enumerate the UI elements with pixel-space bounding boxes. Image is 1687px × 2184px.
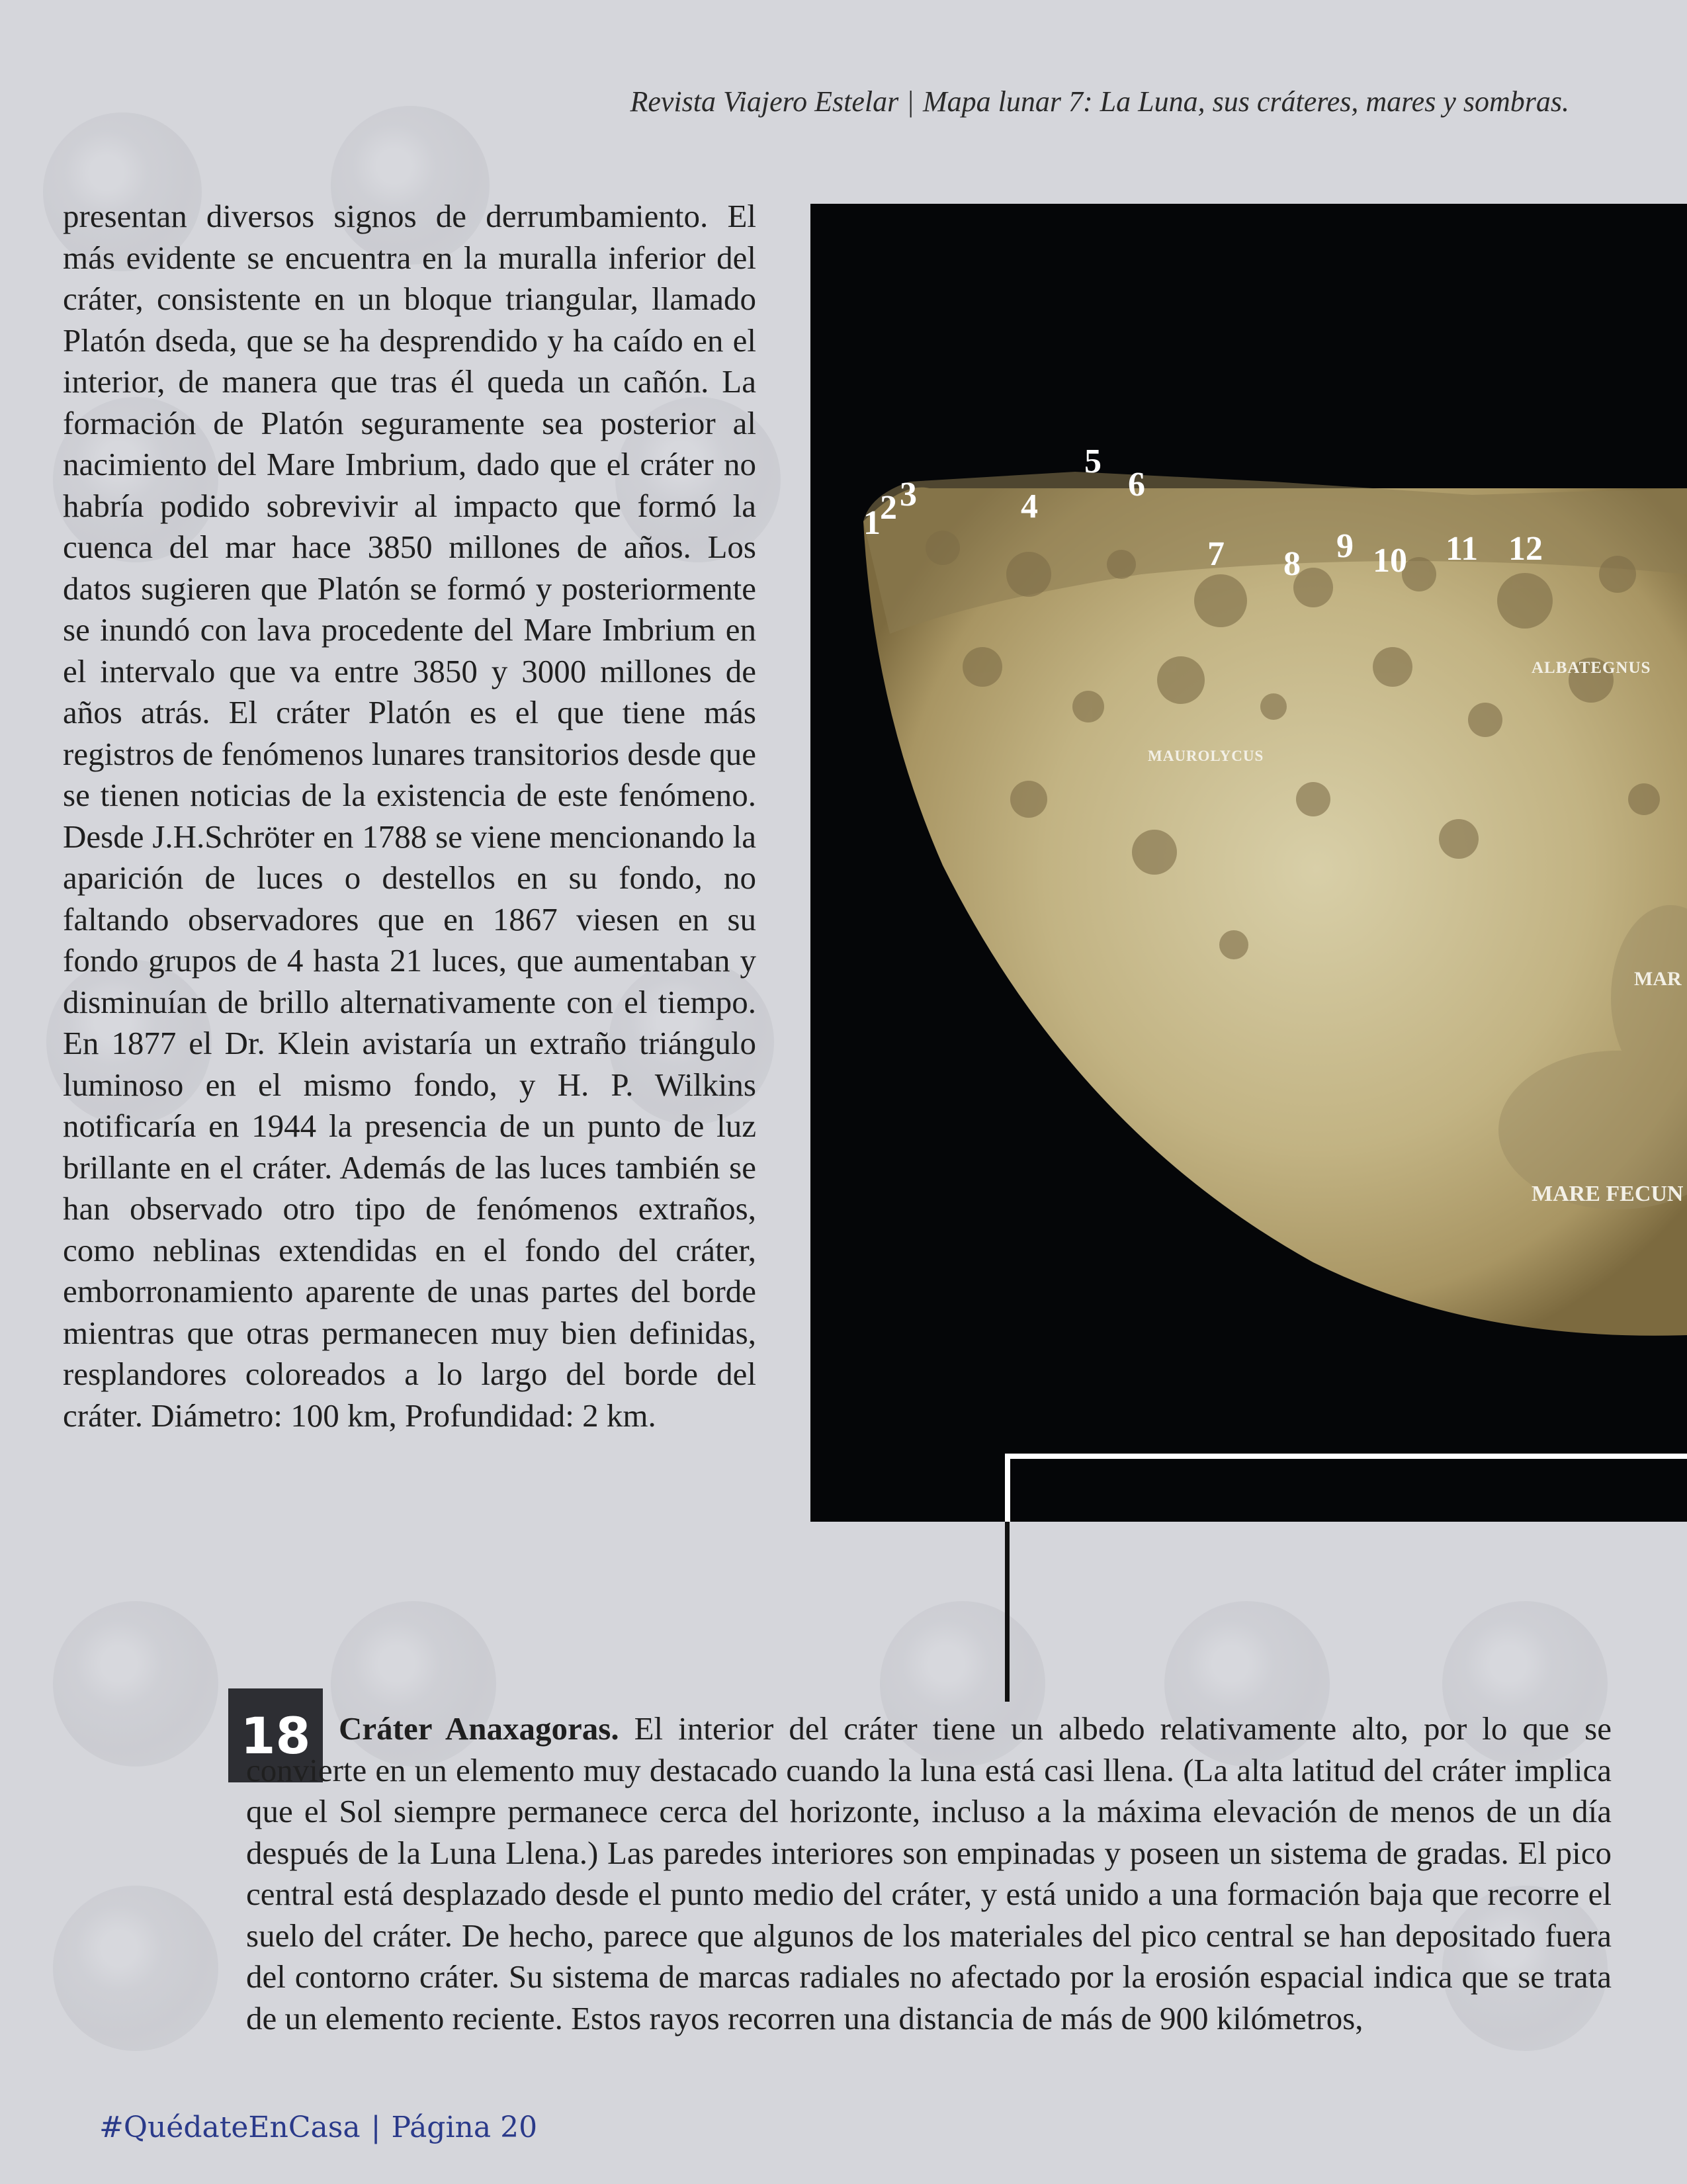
footer-hashtag: #QuédateEnCasa	[99, 2111, 361, 2144]
magazine-name: Revista Viajero Estelar	[630, 85, 899, 118]
crater-number: 6	[1128, 466, 1145, 503]
article-title: Mapa lunar 7: La Luna, sus cráteres, mares y sombras.	[923, 85, 1569, 118]
crater-number: 5	[1084, 443, 1102, 480]
crater-number: 12	[1508, 530, 1543, 568]
crater-number: 9	[1336, 527, 1354, 565]
left-column-text: presentan diversos signos de derrumbamiento. El más evidente se encuentra en la muralla inferior del cráter, consistente en un bloque triangular, llamado Platón dseda, que se ha desprendido y ha caído en el interior, de manera que tras él queda un cañón. La formación de Platón seguramente sea posterior al nacimiento del Mare Imbrium, dado que el cráter no habría podido sobrevivir al impacto que formó la cuenca del mar hace 3850 millones de años. Los datos sugieren que Platón se formó y posteriormente se inundó con lava procedente del Mare Imbrium en el intervalo que va entre 3850 y 3000 millones de años atrás. El cráter Platón es el que tiene más registros de fenómenos lunares transitorios desde que se tienen noticias de la existencia de este fenómeno. Desde J.H.Schröter en 1788 se viene mencionando la aparición de luces o destellos en su fondo, no faltando observadores que en 1867 viesen en su fondo grupos de 4 hasta 21 luces, que aumentaban y disminuían de brillo alternativamente con el tiempo. En 1877 el Dr. Klein avistaría un extraño triángulo luminoso en el mismo fondo, y H. P. Wilkins notificaría en 1944 la presencia de un punto de luz brillante en el cráter. Además de las luces también se han observado otro tipo de fenómenos extraños, como neblinas extendidas en el fondo del cráter, emborronamiento aparente de unas partes del borde mientras que otras permanecen muy bien definidas, resplandores coloreados a lo largo del borde del cráter. Diámetro: 100 km, Profundidad: 2 km.	[63, 198, 756, 1434]
label-maurolycus: MAUROLYCUS	[1148, 748, 1264, 764]
callout-line	[1005, 1454, 1010, 1522]
section-18-text	[246, 1708, 1612, 2039]
label-mare-fecunditatis: MARE FECUN	[1532, 1182, 1684, 1206]
section-number-badge: 18	[228, 1688, 323, 1782]
crater-number: 4	[1021, 488, 1038, 525]
moon-watermark	[53, 1886, 218, 2051]
moon-watermark	[53, 1601, 218, 1767]
crater-number: 2	[880, 489, 897, 527]
callout-line	[1005, 1522, 1010, 1702]
crater-number: 10	[1373, 542, 1407, 580]
callout-line	[1005, 1454, 1687, 1459]
section-18-title: Cráter Anaxagoras.	[339, 1710, 619, 1747]
moon-photo	[810, 204, 1687, 1522]
header-separator: |	[908, 85, 914, 118]
section-18-body: El interior del cráter tiene un albedo relativamente alto, por lo que se convierte en un elemento muy destacado cuando la luna está casi llena. (La alta latitud del cráter implica que el Sol siempre permanece cerca del horizonte, incluso a la máxima elevación de menos de un día después de la Luna Llena.) Las paredes interiores son empinadas y poseen un sistema de gradas. El pico central está desplazado desde el punto medio del cráter, y está unido a una formación baja que recorre el suelo del cráter. De hecho, parece que algunos de los materiales del pico central se han depositado fuera del contorno cráter. Su sistema de marcas radiales no afectado por la erosión espacial indica que se trata de un elemento reciente. Estos rayos recorren una distancia de más de 900 kilómetros,	[246, 1710, 1612, 2036]
crater-number: 1	[863, 504, 881, 542]
page-footer	[99, 2111, 537, 2144]
label-mare-partial: MAR	[1634, 968, 1682, 990]
footer-separator: |	[370, 2111, 381, 2144]
label-albategnus: ALBATEGNUS	[1532, 659, 1651, 677]
page-number: Página 20	[391, 2111, 538, 2144]
crater-number: 3	[900, 476, 917, 513]
running-header	[630, 85, 1570, 118]
crater-number: 7	[1207, 535, 1225, 573]
crater-number: 8	[1283, 545, 1301, 583]
crater-number: 11	[1446, 530, 1479, 568]
